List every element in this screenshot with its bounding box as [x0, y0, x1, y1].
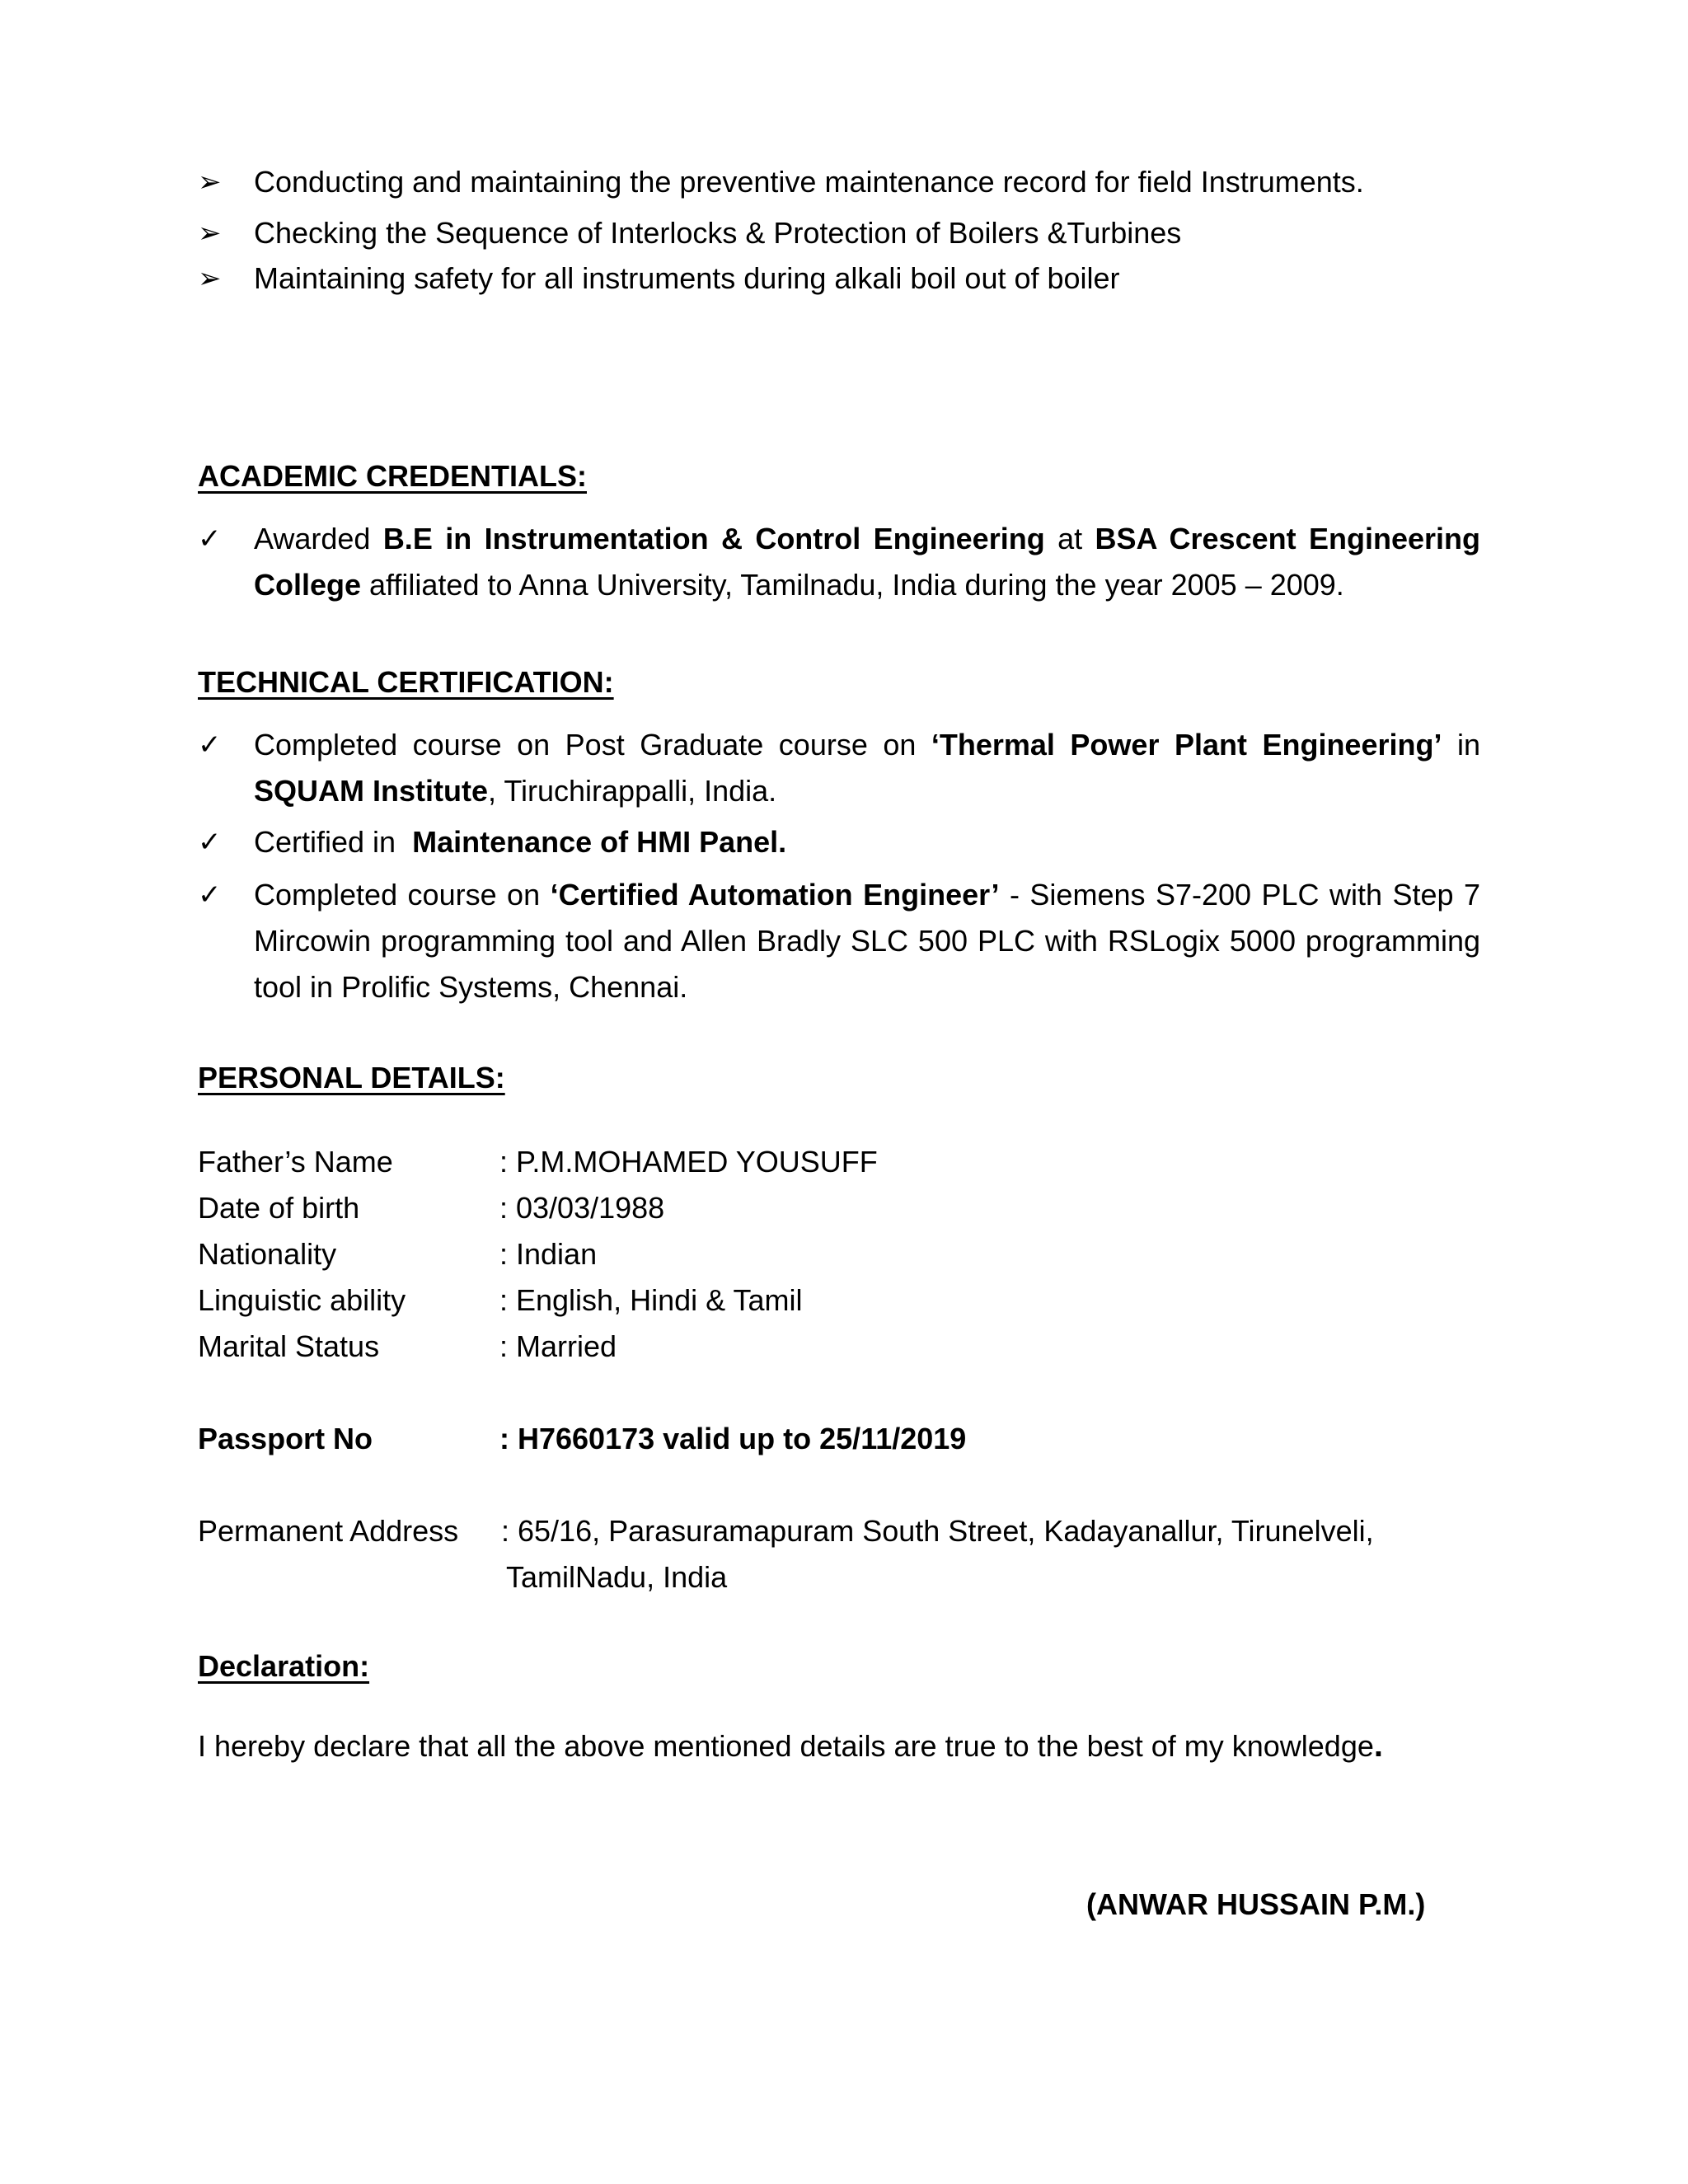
field-label: Nationality [198, 1237, 337, 1271]
text-run: Certified in [254, 825, 413, 859]
certification-item-text [254, 872, 1480, 1010]
text-run-bold: B.E in Instrumentation & Control Engineering [382, 522, 1045, 555]
certification-item [198, 819, 1480, 865]
field-value: : P.M.MOHAMED YOUSUFF [499, 1145, 878, 1179]
address-line: : 65/16, Parasuramapuram South Street, Kadayanallur, Tirunelveli, [501, 1514, 1374, 1548]
certification-item-text [254, 819, 1480, 865]
field-label: Permanent Address [198, 1514, 459, 1548]
text-run-bold: BSA Crescent Engineering College [254, 522, 1480, 602]
field-label: Linguistic ability [198, 1283, 406, 1317]
check-bullet-icon: ✓ [198, 826, 222, 859]
declaration-text [198, 1722, 1383, 1769]
declaration-sentence: I hereby declare that all the above mentioned details are true to the best of my knowledge [198, 1729, 1374, 1763]
field-label: Date of birth [198, 1191, 360, 1225]
text-run: , Tiruchirappalli, India. [488, 774, 777, 808]
text-run-bold: ‘Certified Automation Engineer’ [550, 878, 1000, 912]
check-bullet-icon: ✓ [198, 523, 222, 555]
text-run: - Siemens S7-200 PLC with Step 7 Mircowin programming tool and Allen Bradly SLC 500 PLC with RSLogix 5000 programming tool in Prolific Systems, Chennai. [254, 878, 1480, 1004]
academic-heading: ACADEMIC CREDENTIALS: [198, 459, 587, 493]
field-label: Father’s Name [198, 1145, 393, 1179]
check-bullet-icon: ✓ [198, 729, 222, 762]
experience-bullet-text: Conducting and maintaining the preventive maintenance record for field Instruments. [254, 165, 1364, 199]
text-run: affiliated to Anna University, Tamilnadu, India during the year 2005 – 2009. [361, 568, 1344, 602]
field-value: : English, Hindi & Tamil [499, 1283, 803, 1317]
certification-heading: TECHNICAL CERTIFICATION: [198, 665, 614, 699]
certification-item-text [254, 722, 1480, 814]
certification-item [198, 872, 1480, 1010]
certification-item [198, 722, 1480, 814]
arrow-bullet-icon: ➢ [198, 166, 222, 199]
check-bullet-icon: ✓ [198, 879, 222, 912]
arrow-bullet-icon: ➢ [198, 262, 222, 295]
text-run: Completed course on Post Graduate course on [254, 728, 931, 762]
signature-name: (ANWAR HUSSAIN P.M.) [1086, 1887, 1426, 1921]
text-run-bold: SQUAM Institute [254, 774, 488, 808]
text-run: Awarded [254, 522, 383, 555]
personal-heading: PERSONAL DETAILS: [198, 1061, 505, 1094]
field-label: Passport No [198, 1422, 373, 1455]
academic-item-text [254, 516, 1480, 608]
text-run: at [1044, 522, 1095, 555]
field-value: : 03/03/1988 [499, 1191, 665, 1225]
experience-bullet [198, 159, 1480, 205]
field-label: Marital Status [198, 1329, 380, 1363]
experience-bullet [198, 210, 1480, 256]
address-line: TamilNadu, India [506, 1560, 728, 1594]
text-run: Completed course on [254, 878, 551, 912]
field-value [501, 1508, 1578, 1601]
text-run-bold: ‘Thermal Power Plant Engineering’ [931, 728, 1442, 762]
declaration-period: . [1373, 1727, 1383, 1764]
field-value: : H7660173 valid up to 25/11/2019 [499, 1422, 967, 1455]
field-value: : Indian [499, 1237, 598, 1271]
text-run-bold: Maintenance of HMI Panel. [412, 825, 787, 859]
experience-bullet-text: Maintaining safety for all instruments during alkali boil out of boiler [254, 261, 1120, 295]
academic-item [198, 516, 1480, 608]
arrow-bullet-icon: ➢ [198, 217, 222, 250]
experience-bullet-text: Checking the Sequence of Interlocks & Protection of Boilers &Turbines [254, 216, 1182, 250]
field-value: : Married [499, 1329, 617, 1363]
experience-bullet [198, 255, 1480, 302]
text-run: in [1442, 728, 1480, 762]
declaration-heading: Declaration: [198, 1649, 370, 1683]
